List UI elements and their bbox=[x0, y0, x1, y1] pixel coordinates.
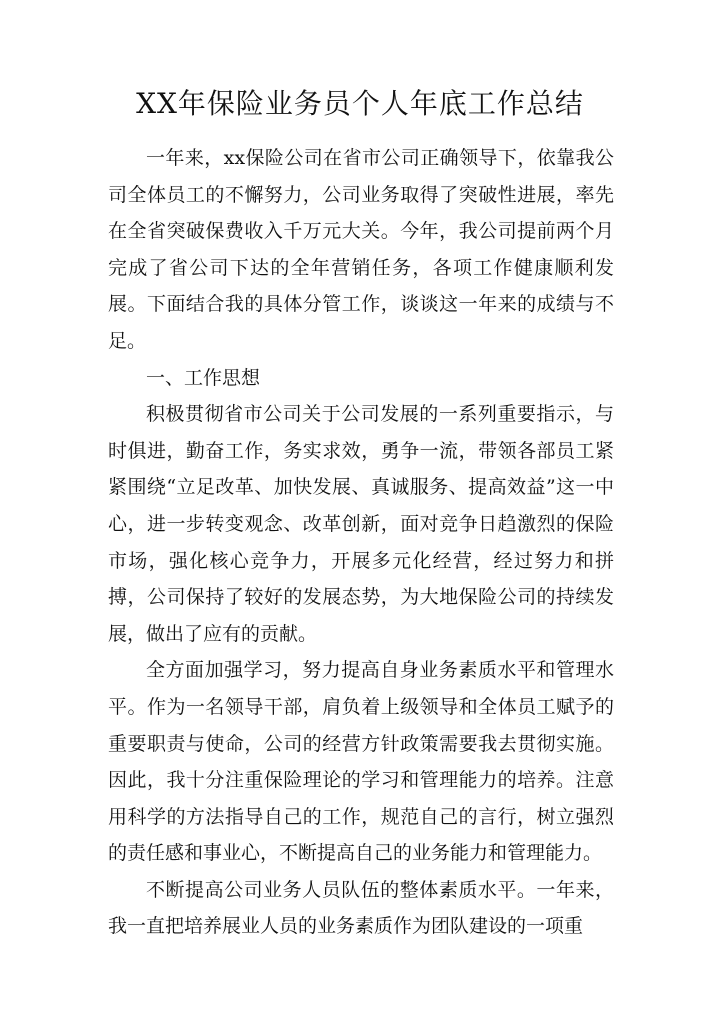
paragraph-study: 全方面加强学习，努力提高自身业务素质水平和管理水平。作为一名领导干部，肩负着上级领导和全体员工赋予的重要职责与使命，公司的经营方针政策需要我去贯彻实施。因此，我十分注重保险理论的学习和管理能力的培养。注意用科学的方法指导自己的工作，规范自己的言行，树立强烈的责任感和事业心，不断提高自己的业务能力和管理能力。 bbox=[108, 659, 614, 865]
paragraph-team-quality: 不断提高公司业务人员队伍的整体素质水平。一年来，我一直把培养展业人员的业务素质作为团队建设的一项重 bbox=[108, 878, 614, 938]
document-title: XX年保险业务员个人年底工作总结 bbox=[136, 87, 584, 120]
document-body bbox=[108, 140, 614, 945]
paragraph-intro: 一年来，xx保险公司在省市公司正确领导下，依靠我公司全体员工的不懈努力，公司业务取得了突破性进展，率先在全省突破保费收入千万元大关。今年，我公司提前两个月完成了省公司下达的全年营销任务，各项工作健康顺利发展。下面结合我的具体分管工作，谈谈这一年来的成绩与不足。 bbox=[108, 147, 614, 352]
paragraph-work-thought: 积极贯彻省市公司关于公司发展的一系列重要指示，与时俱进，勤奋工作，务实求效，勇争一流，带领各部员工紧紧围绕“立足改革、加快发展、真诚服务、提高效益”这一中心，进一步转变观念、改革创新，面对竞争日趋激烈的保险市场，强化核心竞争力，开展多元化经营，经过努力和拼搏，公司保持了较好的发展态势，为大地保险公司的持续发展，做出了应有的贡献。 bbox=[108, 403, 614, 645]
section-heading: 一、工作思想 bbox=[146, 366, 261, 389]
